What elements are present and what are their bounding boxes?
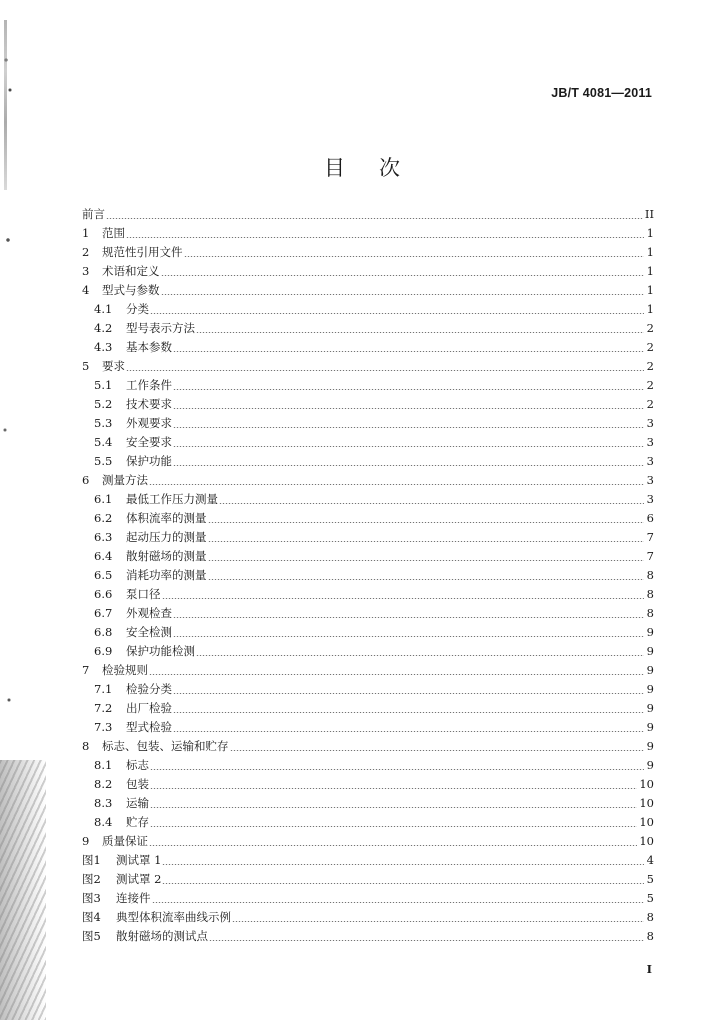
- toc-entry: [82, 300, 654, 319]
- toc-entry: [82, 376, 654, 395]
- toc-entry: [82, 528, 654, 547]
- toc-entry-page: 8: [646, 606, 654, 620]
- toc-entry-page: 2: [646, 378, 654, 392]
- toc-dot-leader: [209, 940, 644, 941]
- toc-entry: [82, 737, 654, 756]
- toc-entry-title: 外观要求: [126, 416, 172, 430]
- toc-entry-number: 9: [82, 834, 90, 848]
- toc-entry: [82, 357, 654, 376]
- toc-entry-title: 运输: [126, 796, 149, 810]
- toc-entry: [82, 490, 654, 509]
- toc-dot-leader: [126, 237, 644, 238]
- toc-entry-number: 图3: [82, 891, 101, 905]
- toc-entry: [82, 832, 654, 851]
- toc-dot-leader: [196, 655, 644, 656]
- toc-figure-entry: [82, 927, 654, 946]
- toc-entry-number: 7.1: [94, 682, 113, 696]
- toc-entry-page: 3: [646, 454, 654, 468]
- toc-entry: [82, 604, 654, 623]
- toc-entry-number: 5.5: [94, 454, 113, 468]
- toc-entry-number: 4.3: [94, 340, 113, 354]
- toc-entry-title: 连接件: [116, 891, 151, 905]
- toc-entry: [82, 433, 654, 452]
- toc-dot-leader: [149, 674, 644, 675]
- document-code: JB/T 4081—2011: [551, 86, 652, 100]
- toc-dot-leader: [219, 503, 644, 504]
- toc-entry-title: 测试罩 2: [116, 872, 162, 886]
- toc-entry-number: 8.4: [94, 815, 113, 829]
- toc-entry-title: 规范性引用文件: [102, 245, 183, 259]
- toc-entry-page: 10: [639, 834, 654, 848]
- toc-entry-number: 6.4: [94, 549, 113, 563]
- toc-entry-title: 质量保证: [102, 834, 148, 848]
- toc-dot-leader: [126, 370, 644, 371]
- table-of-contents: [82, 205, 654, 946]
- toc-figure-entry: [82, 851, 654, 870]
- toc-dot-leader: [173, 408, 644, 409]
- toc-dot-leader: [173, 693, 644, 694]
- toc-entry-title: 测试罩 1: [116, 853, 162, 867]
- toc-entry-title: 前言: [82, 207, 105, 221]
- toc-entry-number: 2: [82, 245, 90, 259]
- toc-figure-entry: [82, 908, 654, 927]
- toc-entry-number: 8: [82, 739, 90, 753]
- toc-dot-leader: [173, 446, 644, 447]
- toc-entry-title: 工作条件: [126, 378, 172, 392]
- toc-dot-leader: [150, 769, 644, 770]
- toc-dot-leader: [173, 712, 644, 713]
- toc-entry-number: 4: [82, 283, 90, 297]
- toc-entry-page: 1: [646, 283, 654, 297]
- toc-entry-number: 7: [82, 663, 90, 677]
- toc-dot-leader: [162, 883, 644, 884]
- toc-dot-leader: [173, 427, 644, 428]
- toc-entry-title: 典型体积流率曲线示例: [116, 910, 231, 924]
- toc-entry-title: 型式检验: [126, 720, 172, 734]
- toc-dot-leader: [173, 731, 644, 732]
- toc-entry-title: 贮存: [126, 815, 149, 829]
- toc-dot-leader: [173, 617, 644, 618]
- toc-figure-entry: [82, 889, 654, 908]
- toc-entry-title: 外观检查: [126, 606, 172, 620]
- toc-entry-page: 3: [646, 473, 654, 487]
- toc-entry-page: 2: [646, 321, 654, 335]
- toc-entry: [82, 680, 654, 699]
- toc-dot-leader: [161, 275, 645, 276]
- toc-entry-page: 3: [646, 492, 654, 506]
- page-title: 目次: [324, 156, 434, 180]
- toc-entry-number: 6.6: [94, 587, 113, 601]
- toc-dot-leader: [230, 750, 645, 751]
- toc-entry: [82, 452, 654, 471]
- toc-dot-leader: [184, 256, 645, 257]
- toc-dot-leader: [149, 845, 637, 846]
- toc-entry-number: 5.1: [94, 378, 113, 392]
- toc-entry: [82, 756, 654, 775]
- toc-entry: [82, 262, 654, 281]
- toc-entry-number: 7.3: [94, 720, 113, 734]
- toc-entry-page: II: [644, 207, 654, 221]
- toc-entry-title: 术语和定义: [102, 264, 160, 278]
- toc-entry-number: 4.2: [94, 321, 113, 335]
- toc-dot-leader: [208, 560, 645, 561]
- toc-entry: [82, 775, 654, 794]
- toc-entry-page: 1: [646, 226, 654, 240]
- toc-dot-leader: [196, 332, 644, 333]
- toc-entry-number: 8.2: [94, 777, 113, 791]
- toc-dot-leader: [150, 807, 637, 808]
- toc-entry-number: 图4: [82, 910, 101, 924]
- toc-entry-number: 8.3: [94, 796, 113, 810]
- toc-entry: [82, 509, 654, 528]
- toc-dot-leader: [208, 579, 645, 580]
- toc-entry: [82, 547, 654, 566]
- toc-entry: [82, 623, 654, 642]
- toc-entry-page: 7: [646, 530, 654, 544]
- toc-entry-number: 7.2: [94, 701, 113, 715]
- toc-entry-number: 1: [82, 226, 90, 240]
- toc-entry-number: 6.5: [94, 568, 113, 582]
- toc-entry-page: 9: [646, 701, 654, 715]
- toc-entry-number: 5: [82, 359, 90, 373]
- toc-entry-title: 范围: [102, 226, 125, 240]
- toc-entry-number: 6: [82, 473, 90, 487]
- toc-entry-page: 2: [646, 340, 654, 354]
- toc-entry-number: 5.3: [94, 416, 113, 430]
- toc-dot-leader: [149, 484, 644, 485]
- toc-entry-page: 10: [639, 815, 654, 829]
- toc-entry-page: 4: [646, 853, 654, 867]
- toc-entry-page: 8: [646, 910, 654, 924]
- toc-entry-title: 要求: [102, 359, 125, 373]
- toc-figure-entry: [82, 870, 654, 889]
- toc-entry-title: 标志: [126, 758, 149, 772]
- toc-entry-number: 6.8: [94, 625, 113, 639]
- toc-entry-number: 6.9: [94, 644, 113, 658]
- toc-entry-title: 起动压力的测量: [126, 530, 207, 544]
- toc-entry-page: 5: [646, 872, 654, 886]
- toc-entry-page: 9: [646, 720, 654, 734]
- toc-entry-title: 基本参数: [126, 340, 172, 354]
- toc-entry-page: 9: [646, 758, 654, 772]
- toc-entry-number: 6.2: [94, 511, 113, 525]
- toc-entry: [82, 699, 654, 718]
- toc-entry-page: 8: [646, 929, 654, 943]
- toc-entry-page: 8: [646, 568, 654, 582]
- toc-entry-page: 10: [639, 777, 654, 791]
- toc-entry-title: 保护功能: [126, 454, 172, 468]
- toc-entry-page: 10: [639, 796, 654, 810]
- toc-entry-title: 型式与参数: [102, 283, 160, 297]
- toc-entry-number: 3: [82, 264, 90, 278]
- toc-entry: [82, 566, 654, 585]
- toc-entry: [82, 338, 654, 357]
- toc-entry-number: 6.7: [94, 606, 113, 620]
- toc-entry-title: 分类: [126, 302, 149, 316]
- toc-entry: [82, 319, 654, 338]
- toc-entry-title: 技术要求: [126, 397, 172, 411]
- toc-entry-title: 体积流率的测量: [126, 511, 207, 525]
- toc-dot-leader: [162, 598, 645, 599]
- toc-entry-page: 8: [646, 587, 654, 601]
- toc-dot-leader: [162, 864, 644, 865]
- toc-dot-leader: [208, 522, 645, 523]
- toc-entry: [82, 224, 654, 243]
- toc-entry: [82, 661, 654, 680]
- toc-entry: [82, 813, 654, 832]
- toc-dot-leader: [150, 826, 637, 827]
- toc-entry: [82, 471, 654, 490]
- toc-entry-page: 1: [646, 264, 654, 278]
- toc-entry-title: 泵口径: [126, 587, 161, 601]
- toc-entry-page: 2: [646, 359, 654, 373]
- toc-entry-title: 检验分类: [126, 682, 172, 696]
- toc-dot-leader: [106, 218, 643, 219]
- toc-entry: [82, 205, 654, 224]
- toc-dot-leader: [152, 902, 645, 903]
- toc-entry-page: 3: [646, 435, 654, 449]
- toc-entry-title: 包装: [126, 777, 149, 791]
- toc-entry: [82, 718, 654, 737]
- toc-entry-page: 9: [646, 625, 654, 639]
- toc-dot-leader: [208, 541, 645, 542]
- toc-entry: [82, 395, 654, 414]
- toc-dot-leader: [161, 294, 645, 295]
- toc-entry-title: 测量方法: [102, 473, 148, 487]
- toc-dot-leader: [232, 921, 644, 922]
- toc-entry-title: 检验规则: [102, 663, 148, 677]
- toc-entry-number: 5.4: [94, 435, 113, 449]
- toc-entry-number: 图1: [82, 853, 101, 867]
- toc-entry-title: 散射磁场的测试点: [116, 929, 208, 943]
- toc-entry-number: 8.1: [94, 758, 113, 772]
- toc-entry-title: 散射磁场的测量: [126, 549, 207, 563]
- toc-dot-leader: [173, 351, 644, 352]
- toc-entry: [82, 414, 654, 433]
- page-number: I: [646, 962, 652, 976]
- toc-entry-title: 出厂检验: [126, 701, 172, 715]
- toc-entry-page: 3: [646, 416, 654, 430]
- toc-entry-title: 型号表示方法: [126, 321, 195, 335]
- toc-entry-number: 5.2: [94, 397, 113, 411]
- toc-entry: [82, 642, 654, 661]
- toc-entry-title: 安全检测: [126, 625, 172, 639]
- toc-entry: [82, 794, 654, 813]
- toc-entry-page: 1: [646, 302, 654, 316]
- toc-entry-number: 图5: [82, 929, 101, 943]
- toc-entry-number: 图2: [82, 872, 101, 886]
- toc-dot-leader: [150, 313, 644, 314]
- toc-dot-leader: [150, 788, 637, 789]
- toc-entry-title: 最低工作压力测量: [126, 492, 218, 506]
- toc-entry-number: 4.1: [94, 302, 113, 316]
- toc-dot-leader: [173, 389, 644, 390]
- toc-entry-number: 6.1: [94, 492, 113, 506]
- toc-entry-page: 9: [646, 663, 654, 677]
- toc-entry-page: 9: [646, 682, 654, 696]
- toc-entry-title: 安全要求: [126, 435, 172, 449]
- toc-entry-page: 7: [646, 549, 654, 563]
- toc-entry-title: 消耗功率的测量: [126, 568, 207, 582]
- toc-entry: [82, 585, 654, 604]
- toc-entry-page: 9: [646, 644, 654, 658]
- toc-dot-leader: [173, 636, 644, 637]
- toc-entry: [82, 281, 654, 300]
- toc-dot-leader: [173, 465, 644, 466]
- toc-entry-page: 6: [646, 511, 654, 525]
- toc-entry-page: 1: [646, 245, 654, 259]
- toc-entry-page: 2: [646, 397, 654, 411]
- toc-entry-title: 标志、包装、运输和贮存: [102, 739, 229, 753]
- toc-entry: [82, 243, 654, 262]
- toc-entry-number: 6.3: [94, 530, 113, 544]
- toc-entry-title: 保护功能检测: [126, 644, 195, 658]
- toc-entry-page: 5: [646, 891, 654, 905]
- toc-entry-page: 9: [646, 739, 654, 753]
